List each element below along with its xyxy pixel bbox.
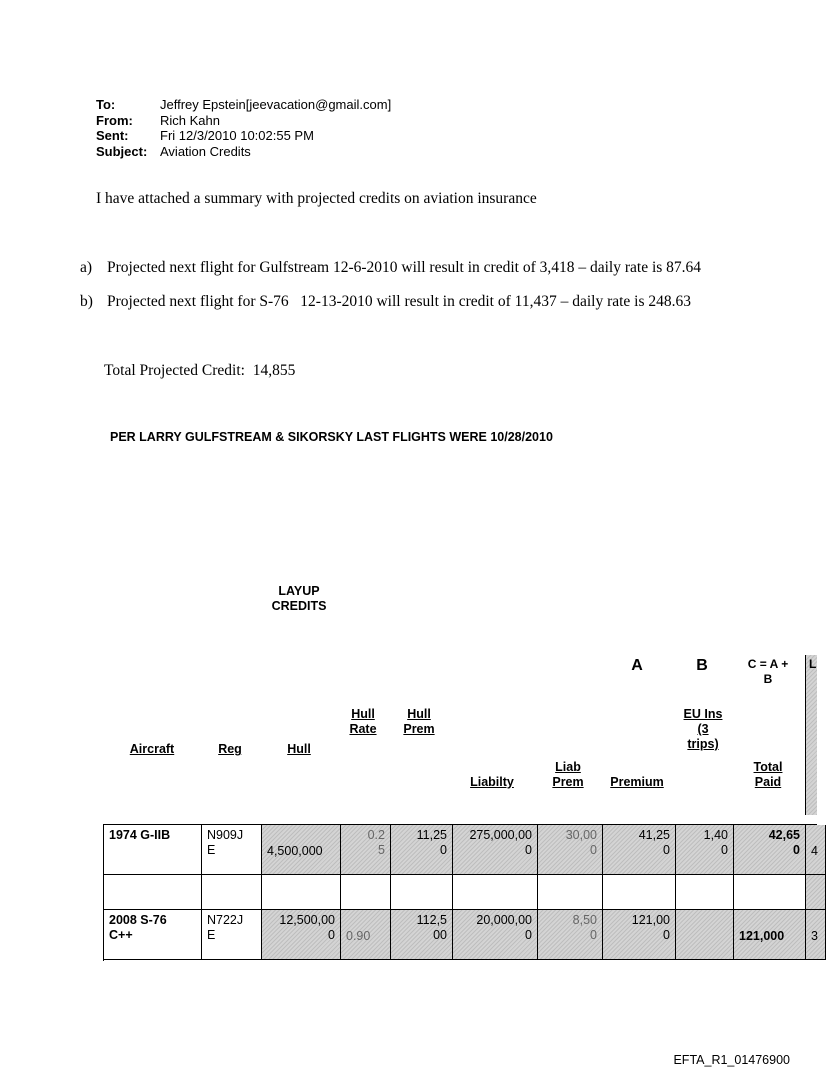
layup-credits-title: LAYUP CREDITS [271, 584, 327, 613]
to-label: To: [96, 97, 116, 112]
spacer-extra [806, 875, 826, 910]
flight-note: PER LARRY GULFSTREAM & SIKORSKY LAST FLIGHTS WERE 10/28/2010 [110, 430, 553, 444]
item-b-marker: b) [80, 293, 93, 310]
row2-liability: 20,000,00 0 [453, 910, 538, 960]
extra-column-shade [805, 655, 817, 815]
header-reg: Reg [218, 742, 242, 756]
to-value: Jeffrey Epstein[jeevacation@gmail.com] [160, 97, 392, 112]
header-hull-rate: Hull Rate [349, 707, 377, 736]
row2-hull: 12,500,00 0 [262, 910, 341, 960]
row1-liab-prem: 30,00 0 [538, 825, 603, 875]
from-label: From: [96, 113, 133, 128]
row1-premium: 41,25 0 [603, 825, 676, 875]
header-liability: Liabilty [470, 775, 514, 789]
item-a-text: Projected next flight for Gulfstream 12-6-2010 will result in credit of 3,418 – daily rate is 87.64 [107, 259, 702, 276]
subject-label: Subject: [96, 144, 148, 159]
spacer-aircraft [104, 875, 202, 910]
spacer-eu-ins [676, 875, 734, 910]
row2-reg: N722J E [202, 910, 262, 960]
spacer-hull-rate [341, 875, 391, 910]
spacer-premium [603, 875, 676, 910]
spacer-liab-prem [538, 875, 603, 910]
header-hull-prem: Hull Prem [403, 707, 435, 736]
row2-extra: 3 [806, 910, 826, 960]
row2-hull-rate: 0.90 [341, 910, 391, 960]
spacer-total-paid [734, 875, 806, 910]
header-eu-ins: EU Ins (3 trips) [683, 707, 723, 751]
row2-total-paid: 121,000 [734, 910, 806, 960]
sent-label: Sent: [96, 128, 129, 143]
row1-hull-rate: 0.2 5 [341, 825, 391, 875]
spacer-liability [453, 875, 538, 910]
credits-table [103, 824, 817, 961]
header-liab-prem: Liab Prem [552, 760, 584, 789]
sent-value: Fri 12/3/2010 10:02:55 PM [160, 128, 314, 143]
header-total-paid: Total Paid [753, 760, 783, 789]
total-credit: Total Projected Credit: 14,855 [104, 362, 296, 379]
row2-hull-prem: 112,5 00 [391, 910, 453, 960]
row2-liab-prem: 8,50 0 [538, 910, 603, 960]
header-aircraft: Aircraft [129, 742, 175, 756]
header-hull: Hull [287, 742, 311, 756]
row1-hull: 4,500,000 [262, 825, 341, 875]
header-premium: Premium [610, 775, 664, 789]
row1-reg: N909J E [202, 825, 262, 875]
row2-aircraft: 2008 S-76 C++ [104, 910, 202, 960]
row1-eu-ins: 1,40 0 [676, 825, 734, 875]
row2-premium: 121,00 0 [603, 910, 676, 960]
col-b-label: B [696, 657, 708, 674]
spacer-hull-prem [391, 875, 453, 910]
row1-liability: 275,000,00 0 [453, 825, 538, 875]
item-b-text: Projected next flight for S-76 12-13-2010 will result in credit of 11,437 – daily rate is 248.63 [107, 293, 692, 310]
row1-total-paid: 42,65 0 [734, 825, 806, 875]
subject-value: Aviation Credits [160, 144, 251, 159]
extra-column-header: L [809, 657, 817, 671]
row1-aircraft: 1974 G-IIB [104, 825, 202, 875]
intro-text: I have attached a summary with projected credits on aviation insurance [96, 190, 537, 207]
row1-extra: 4 [806, 825, 826, 875]
spacer-reg [202, 875, 262, 910]
spacer-hull [262, 875, 341, 910]
document-id: EFTA_R1_01476900 [673, 1053, 790, 1067]
row2-eu-ins [676, 910, 734, 960]
from-value: Rich Kahn [160, 113, 220, 128]
col-c-label: C = A + B [747, 657, 789, 686]
item-a-marker: a) [80, 259, 93, 276]
col-a-label: A [631, 657, 643, 674]
row1-hull-prem: 11,25 0 [391, 825, 453, 875]
